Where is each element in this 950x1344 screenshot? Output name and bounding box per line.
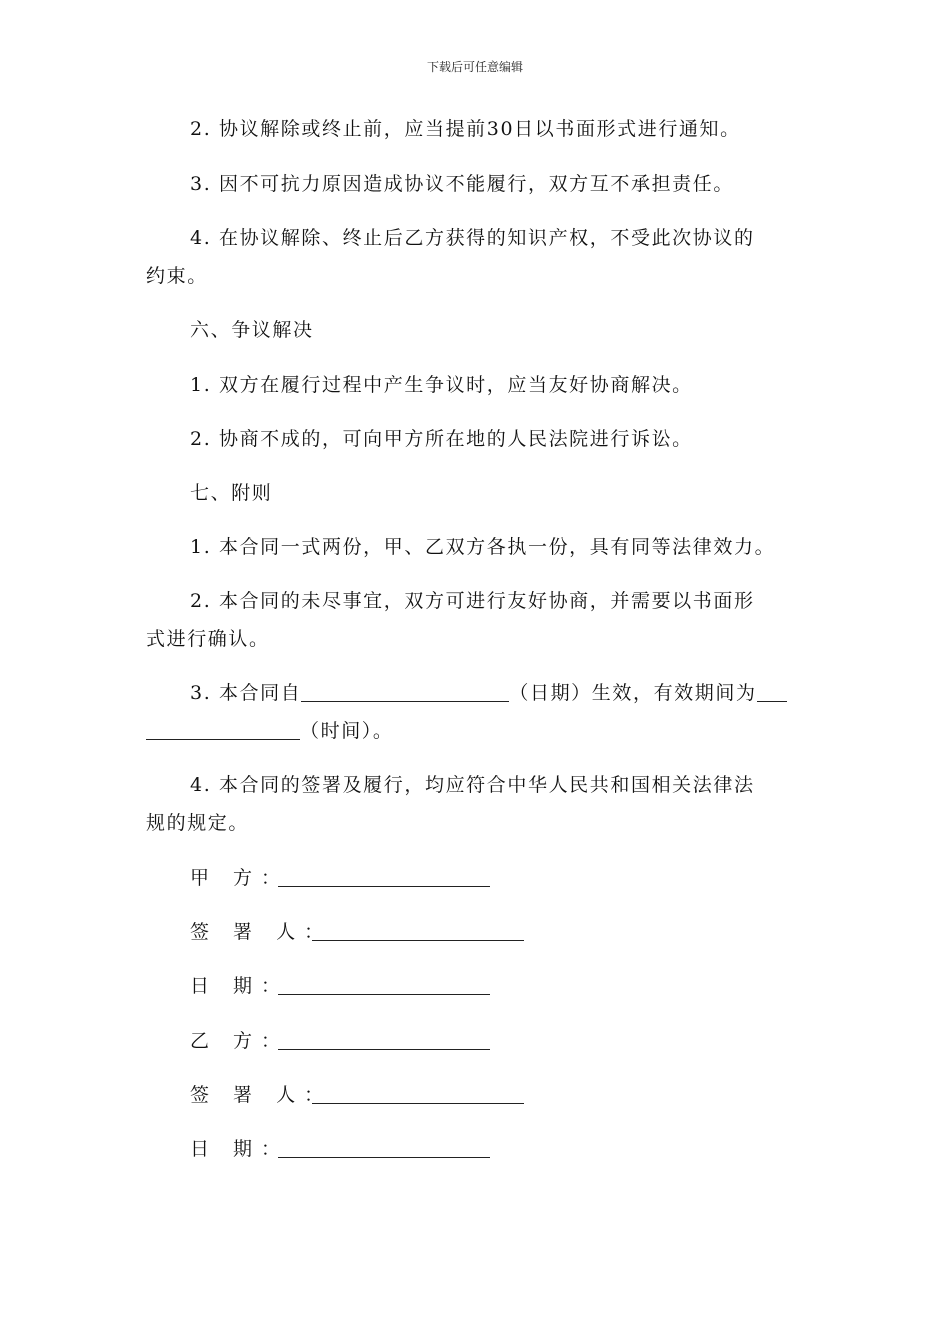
signer-b-row — [190, 1080, 332, 1110]
clause-7-3-line1 — [146, 674, 806, 712]
clause-7-2-line2: 式进行确认。 — [146, 628, 270, 650]
party-b-row — [190, 1026, 289, 1056]
signer-a-row — [190, 917, 332, 947]
section-7-heading: 七、附则 — [190, 482, 273, 504]
signer-b-line[interactable] — [312, 1103, 524, 1104]
party-b-line[interactable] — [278, 1049, 490, 1050]
clause-7-4-line1: 4. 本合同的签署及履行，均应符合中华人民共和国相关法律法 — [190, 774, 755, 796]
party-a-row — [190, 863, 289, 893]
clause-7-4-line2: 规的规定。 — [146, 812, 250, 834]
clause-5-2: 2. 协议解除或终止前，应当提前30日以书面形式进行通知。 — [190, 118, 741, 140]
clause-5-4-line1: 4. 在协议解除、终止后乙方获得的知识产权，不受此次协议的 — [190, 227, 755, 249]
validity-period-blank-start[interactable] — [757, 681, 787, 702]
clause-6-1: 1. 双方在履行过程中产生争议时，应当友好协商解决。 — [190, 374, 693, 396]
date-a-row — [190, 971, 289, 1001]
clause-5-3: 3. 因不可抗力原因造成协议不能履行，双方互不承担责任。 — [190, 173, 734, 195]
date-a-label: 日 期： — [190, 975, 290, 997]
clause-5-4-line2: 约束。 — [146, 265, 208, 287]
clause-7-1: 1. 本合同一式两份，甲、乙双方各执一份，具有同等法律效力。 — [190, 536, 776, 558]
party-b-label: 乙 方： — [190, 1030, 290, 1052]
section-6-heading: 六、争议解决 — [190, 319, 314, 341]
party-a-label: 甲 方： — [190, 867, 290, 889]
signer-a-line[interactable] — [312, 940, 524, 941]
clause-6-2: 2. 协商不成的，可向甲方所在地的人民法院进行诉讼。 — [190, 428, 693, 450]
party-a-line[interactable] — [278, 886, 490, 887]
date-a-line[interactable] — [278, 994, 490, 995]
clause-7-3-line2 — [146, 712, 806, 750]
validity-period-blank-end[interactable] — [146, 719, 300, 740]
clause-7-2-line1: 2. 本合同的未尽事宜，双方可进行友好协商，并需要以书面形 — [190, 590, 755, 612]
clause-7-3-prefix: 3. 本合同自 — [190, 682, 302, 704]
signer-b-label: 签 署 人： — [190, 1084, 333, 1106]
clause-7-3-suffix: （时间）。 — [300, 720, 394, 742]
date-b-row — [190, 1134, 289, 1164]
clause-7-3-middle: （日期）生效，有效期间为 — [509, 682, 757, 704]
date-b-line[interactable] — [278, 1157, 490, 1158]
date-b-label: 日 期： — [190, 1138, 290, 1160]
page-header: 下载后可任意编辑 — [426, 60, 523, 74]
signer-a-label: 签 署 人： — [190, 921, 333, 943]
effective-date-blank[interactable] — [301, 681, 509, 702]
